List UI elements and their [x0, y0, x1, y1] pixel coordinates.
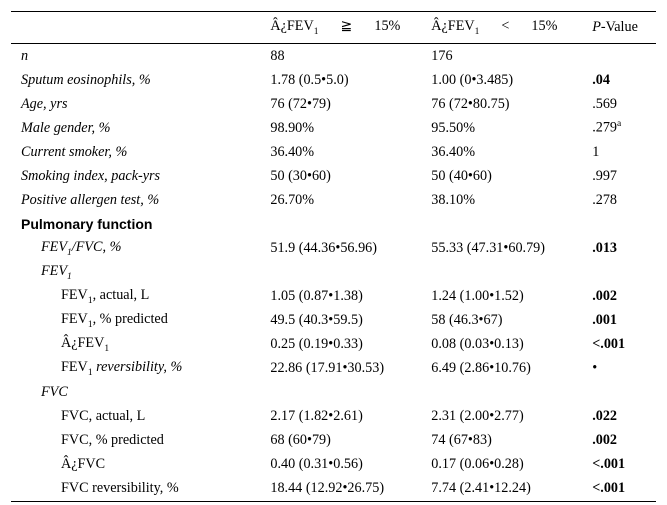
data-table — [11, 11, 656, 502]
cell-high: 49.5 (40.3•59.5) — [270, 311, 363, 328]
subsection-heading: FVC — [41, 383, 68, 400]
table-row — [11, 164, 656, 188]
header-low-sub: 1 — [474, 26, 480, 37]
subsection-heading — [11, 260, 656, 284]
cell-p: .278 — [592, 191, 618, 208]
cell-low: 0.08 (0.03•0.13) — [431, 335, 524, 352]
cell-high: 1.05 (0.87•1.38) — [270, 287, 363, 304]
row-label: FVC, actual, L — [61, 407, 146, 424]
label-sub: 1 — [67, 271, 72, 282]
cell-low: 95.50% — [431, 119, 476, 136]
table-row — [11, 332, 656, 356]
cell-high: 2.17 (1.82•2.61) — [270, 407, 363, 424]
cell-high: 50 (30•60) — [270, 167, 331, 184]
table-row — [11, 452, 656, 476]
label-sub: 1 — [104, 343, 110, 354]
header-high-val: 15% — [374, 18, 401, 35]
label-pre: FEV — [61, 358, 88, 375]
cell-p: .997 — [592, 167, 618, 184]
table-row — [11, 140, 656, 164]
row-label: Smoking index, pack-yrs — [21, 167, 161, 184]
header-pvalue — [592, 12, 656, 44]
table-row — [11, 116, 656, 140]
row-label: FVC reversibility, % — [11, 476, 270, 502]
label-pre: FEV — [41, 238, 67, 255]
cell-high: 1.78 (0.5•5.0) — [270, 71, 349, 88]
row-label: FVC, % predicted — [61, 431, 164, 448]
label-sub: 1 — [87, 295, 93, 306]
header-row — [11, 12, 656, 44]
cell-p: .002 — [592, 287, 618, 304]
cell-high: 36.40% — [270, 143, 315, 160]
row-label: Sputum eosinophils, % — [21, 71, 151, 88]
label-post: /FVC, % — [71, 238, 122, 255]
subsection-row — [11, 380, 656, 404]
header-high-sub: 1 — [313, 26, 319, 37]
cell-low: 76 (72•80.75) — [431, 95, 510, 112]
cell-low: 1.00 (0•3.485) — [431, 71, 514, 88]
cell-low: 2.31 (2.00•2.77) — [431, 407, 524, 424]
table-row — [11, 356, 656, 380]
header-group-low — [431, 12, 592, 44]
label-pre: Â¿FEV — [61, 334, 105, 351]
cell-high: 51.9 (44.36•56.96) — [270, 239, 377, 256]
label-sub: 1 — [87, 367, 93, 378]
footnote-marker: a — [617, 119, 622, 130]
label-sub: 1 — [87, 319, 93, 330]
cell-low: 58 (46.3•67) — [431, 311, 503, 328]
row-label — [11, 308, 270, 332]
cell-low: 0.17 (0.06•0.28) — [431, 455, 524, 472]
cell-low: 74 (67•83) — [431, 431, 492, 448]
table-row — [11, 92, 656, 116]
cell-high: 0.25 (0.19•0.33) — [270, 335, 363, 352]
section-row — [11, 212, 656, 236]
cell-low: 55.33 (47.31•60.79) — [431, 239, 545, 256]
table-row — [11, 428, 656, 452]
cell-p — [592, 116, 656, 140]
cell-low: 1.24 (1.00•1.52) — [431, 287, 524, 304]
row-label: n — [21, 47, 29, 64]
cell-high: 22.86 (17.91•30.53) — [270, 359, 385, 376]
header-p-italic: P — [592, 19, 601, 35]
table-row — [11, 476, 656, 502]
cell-low: 7.74 (2.41•12.24) — [431, 476, 592, 502]
row-label: Age, yrs — [21, 95, 68, 112]
cell-p: <.001 — [592, 455, 626, 472]
cell-p: .022 — [592, 407, 618, 424]
table-row — [11, 44, 656, 69]
p-value: .279 — [592, 119, 618, 136]
table-container — [11, 11, 656, 502]
cell-low: 176 — [431, 47, 453, 64]
label-pre: FEV — [41, 262, 67, 279]
cell-p — [592, 44, 656, 69]
row-label — [11, 236, 270, 260]
header-blank — [11, 12, 270, 44]
cell-high: 98.90% — [270, 119, 315, 136]
section-heading: Pulmonary function — [21, 216, 153, 232]
header-low-val: 15% — [531, 18, 558, 35]
cell-low: 50 (40•60) — [431, 167, 492, 184]
table-row — [11, 404, 656, 428]
cell-high: 0.40 (0.31•0.56) — [270, 455, 363, 472]
cell-p: .001 — [592, 311, 618, 328]
row-label: Positive allergen test, % — [21, 191, 160, 208]
label-pre: FEV — [61, 310, 88, 327]
row-label — [11, 356, 270, 380]
cell-high: 88 — [270, 47, 285, 64]
table-row — [11, 188, 656, 212]
cell-p: .013 — [592, 239, 618, 256]
cell-high: 76 (72•79) — [270, 95, 331, 112]
header-group-high — [270, 12, 431, 44]
row-label: Current smoker, % — [21, 143, 128, 160]
label-sub: 1 — [67, 247, 72, 258]
header-p-rest: -Value — [600, 19, 638, 35]
cell-high: 26.70% — [270, 191, 315, 208]
cell-p: 1 — [592, 143, 600, 160]
row-label — [11, 284, 270, 308]
cell-p: <.001 — [592, 476, 656, 502]
row-label — [11, 332, 270, 356]
cell-low: 6.49 (2.86•10.76) — [431, 359, 531, 376]
row-label: Â¿FVC — [61, 455, 106, 472]
cell-p: .002 — [592, 431, 618, 448]
label-post: reversibility, % — [92, 358, 183, 375]
table-row — [11, 68, 656, 92]
cell-low: 38.10% — [431, 191, 476, 208]
cell-p: .04 — [592, 71, 610, 88]
label-post: , % predicted — [92, 310, 168, 327]
header-low-label: Â¿FEV — [431, 18, 475, 35]
table-row — [11, 236, 656, 260]
label-post: , actual, L — [92, 286, 150, 303]
row-label: Male gender, % — [21, 119, 111, 136]
cell-p: .569 — [592, 95, 618, 112]
header-low-op: < — [501, 18, 510, 35]
header-high-op: ≧ — [340, 18, 353, 35]
table-row — [11, 284, 656, 308]
cell-p: <.001 — [592, 335, 626, 352]
cell-high: 68 (60•79) — [270, 431, 331, 448]
cell-p: • — [592, 359, 598, 376]
header-high-label: Â¿FEV — [270, 18, 314, 35]
table-row — [11, 308, 656, 332]
label-pre: FEV — [61, 286, 88, 303]
cell-low: 36.40% — [431, 143, 476, 160]
cell-high: 18.44 (12.92•26.75) — [270, 476, 431, 502]
subsection-row — [11, 260, 656, 284]
